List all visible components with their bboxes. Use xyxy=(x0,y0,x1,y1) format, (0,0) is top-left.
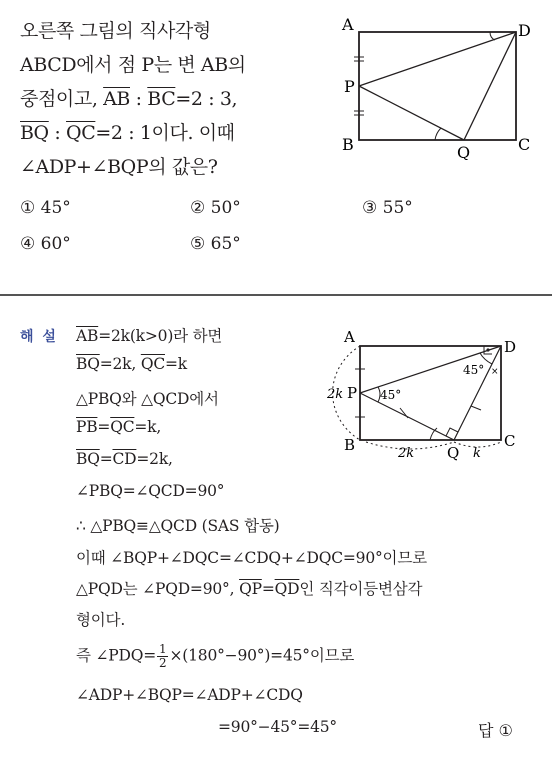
question-line-3 xyxy=(20,84,237,111)
solution-line-13: =90°−45°=45° xyxy=(218,718,337,736)
segment-pd xyxy=(359,32,516,86)
solution-line-6: ∠PBQ=∠QCD=90° xyxy=(76,482,225,500)
s-text: = xyxy=(97,418,111,436)
s-text: △PQD는 ∠PQD=90°, xyxy=(76,580,240,598)
fraction-one-half xyxy=(157,643,168,670)
colon: : xyxy=(130,88,148,110)
figure-rectangle-abcd xyxy=(330,10,552,160)
segment-qc: $\overline{QC}$ xyxy=(110,418,135,436)
segment-bq: $\overline{BQ}$ xyxy=(76,355,100,373)
label-q: Q xyxy=(447,444,460,462)
q-text: =2 : 1이다. 이때 xyxy=(95,122,235,144)
label-p: P xyxy=(347,384,358,402)
question-line-1: 오른쪽 그림의 직사각형 xyxy=(20,20,211,42)
segment-qc: $\overline{QC}$ xyxy=(140,355,165,373)
question-line-2: ABCD에서 점 P는 변 AB의 xyxy=(20,54,246,76)
solution-line-8: 이때 ∠BQP+∠DQC=∠CDQ+∠DQC=90°이므로 xyxy=(76,549,427,567)
segment-bq: $\overline{BQ}$ xyxy=(76,450,100,468)
choice-1[interactable]: ① 45° xyxy=(20,198,71,218)
segment-bq: $\overline{BQ}$ xyxy=(20,122,49,144)
solution-line-1 xyxy=(76,324,222,346)
s-text: =2k, xyxy=(136,450,173,468)
label-k-bottom: k xyxy=(473,446,481,461)
label-b: B xyxy=(344,436,356,454)
label-a: A xyxy=(344,328,355,346)
tick-qd xyxy=(471,406,481,410)
segment-qd: $\overline{QD}$ xyxy=(274,580,300,598)
q-text: 중점이고, xyxy=(20,88,98,110)
segment-qc: $\overline{QC}$ xyxy=(66,122,96,144)
segment-ab: $\overline{AB}$ xyxy=(103,88,130,110)
s-text: 인 직각이등변삼각 xyxy=(299,580,423,598)
s-text: = xyxy=(99,450,113,468)
fraction-denominator: 2 xyxy=(159,656,167,670)
segment-ab: $\overline{AB}$ xyxy=(76,327,99,345)
segment-qd xyxy=(464,32,516,140)
q-text: =2 : 3, xyxy=(175,88,238,110)
question-line-5: ∠ADP+∠BQP의 값은? xyxy=(20,156,218,178)
label-d: D xyxy=(518,21,531,40)
label-p: P xyxy=(344,77,355,96)
question-line-4 xyxy=(20,118,235,145)
choice-4[interactable]: ④ 60° xyxy=(20,234,71,254)
solution-line-11 xyxy=(76,643,354,670)
s-text: = xyxy=(261,580,275,598)
label-c: C xyxy=(518,135,531,154)
solution-line-10: 형이다. xyxy=(76,611,126,629)
choice-5[interactable]: ⑤ 65° xyxy=(190,234,241,254)
solution-line-12: ∠ADP+∠BQP=∠ADP+∠CDQ xyxy=(76,686,303,704)
answer: 답 ① xyxy=(478,721,513,740)
solution-line-9 xyxy=(76,577,422,599)
label-angle-p: 45° xyxy=(380,388,402,402)
label-a: A xyxy=(342,15,354,34)
s-text: ×(180°−90°)=45°이므로 xyxy=(169,646,355,665)
label-2k-side: 2k xyxy=(327,387,344,402)
label-mark-x: × xyxy=(491,367,499,377)
section-divider xyxy=(0,294,552,296)
solution-line-5 xyxy=(76,450,173,468)
colon: : xyxy=(48,122,67,144)
label-2k-bottom: 2k xyxy=(398,446,415,461)
segment-qp: $\overline{QP}$ xyxy=(239,580,262,598)
label-c: C xyxy=(504,432,516,450)
solution-line-7: ∴ △PBQ≡△QCD (SAS 합동) xyxy=(76,517,280,535)
figure-solution-diagram xyxy=(320,322,552,464)
fraction-numerator: 1 xyxy=(159,642,167,656)
segment-cd: $\overline{CD}$ xyxy=(112,450,137,468)
angle-bqp-arc xyxy=(435,128,441,140)
segment-qd xyxy=(454,346,501,440)
segment-pb: $\overline{PB}$ xyxy=(76,418,98,436)
solution-label: 해 설 xyxy=(20,329,58,345)
angle-adp-dot xyxy=(486,348,489,351)
choice-3[interactable]: ③ 55° xyxy=(362,198,413,218)
solution-line-4 xyxy=(76,418,161,436)
label-d: D xyxy=(504,338,517,356)
label-q: Q xyxy=(457,143,471,160)
s-text: 즉 ∠PDQ= xyxy=(76,646,157,665)
label-angle-d: 45° xyxy=(463,363,485,377)
solution-line-3: △PBQ와 △QCD에서 xyxy=(76,390,219,408)
s-text: =2k(k>0)라 하면 xyxy=(98,327,223,345)
s-text: =k, xyxy=(134,418,162,436)
label-b: B xyxy=(342,135,354,154)
segment-bc: $\overline{BC}$ xyxy=(147,88,176,110)
choice-2[interactable]: ② 50° xyxy=(190,198,241,218)
segment-pq xyxy=(359,86,464,140)
s-text: =2k, xyxy=(99,355,141,373)
s-text: =k xyxy=(164,355,187,373)
rectangle xyxy=(359,32,516,140)
solution-line-2 xyxy=(76,355,187,373)
